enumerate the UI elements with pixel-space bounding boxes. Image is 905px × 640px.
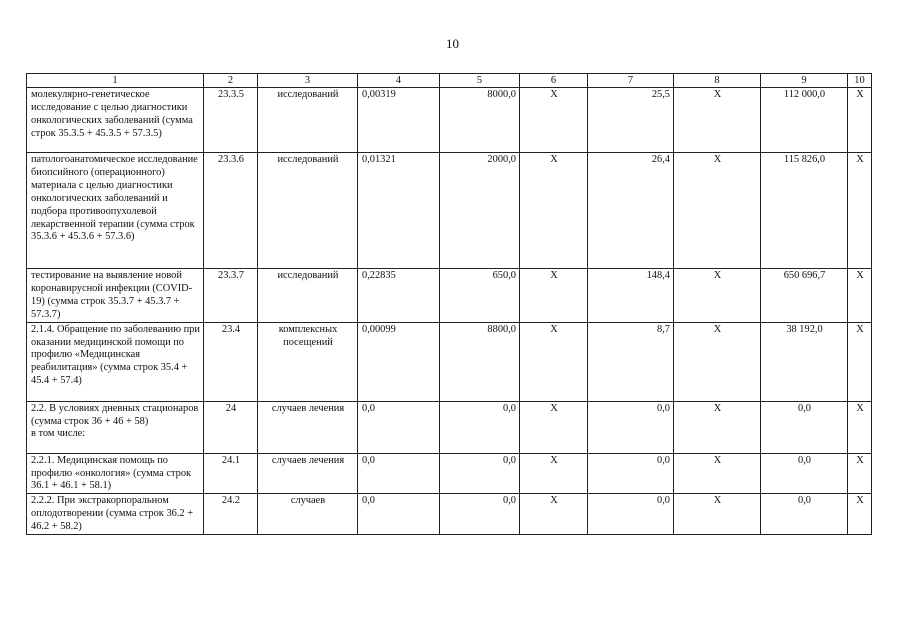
- table-cell: 0,0: [358, 453, 440, 494]
- table-cell: 8000,0: [440, 88, 520, 153]
- table-cell: 0,00099: [358, 322, 440, 401]
- row-description-cell: тестирование на выявление новой коронавирусной инфекции (COVID-19) (сумма строк 35.3.7 + 45.3.7 + 57.3.7): [27, 269, 204, 323]
- table-cell: Х: [520, 453, 588, 494]
- table-cell: 0,0: [440, 494, 520, 535]
- row-description-cell: молекулярно-генетическое исследование с целью диагностики онкологических заболеваний (сумма строк 35.3.5 + 45.3.5 + 57.3.5): [27, 88, 204, 153]
- table-cell: Х: [674, 269, 761, 323]
- table-cell: Х: [520, 269, 588, 323]
- table-cell: 0,01321: [358, 153, 440, 269]
- table-cell: исследований: [258, 269, 358, 323]
- table-cell: Х: [848, 401, 872, 453]
- header-cell: 2: [204, 74, 258, 88]
- table-cell: 148,4: [588, 269, 674, 323]
- table-cell: 25,5: [588, 88, 674, 153]
- table-cell: 26,4: [588, 153, 674, 269]
- table-row: [27, 453, 872, 494]
- table-cell: 112 000,0: [761, 88, 848, 153]
- data-table: [26, 73, 872, 535]
- table-cell: Х: [848, 494, 872, 535]
- table-cell: 38 192,0: [761, 322, 848, 401]
- table-cell: случаев лечения: [258, 453, 358, 494]
- table-cell: Х: [674, 401, 761, 453]
- table-cell: 0,0: [761, 453, 848, 494]
- table-cell: Х: [848, 153, 872, 269]
- row-description-cell: 2.2.2. При экстракорпоральном оплодотворении (сумма строк 36.2 + 46.2 + 58.2): [27, 494, 204, 535]
- header-cell: 7: [588, 74, 674, 88]
- header-row: [27, 74, 872, 88]
- table-cell: 23.3.7: [204, 269, 258, 323]
- table-cell: 0,0: [761, 494, 848, 535]
- table-cell: 0,22835: [358, 269, 440, 323]
- table-cell: Х: [520, 401, 588, 453]
- row-description-cell: 2.1.4. Обращение по заболеванию при оказании медицинской помощи по профилю «Медицинская реабилитация» (сумма строк 35.4 + 45.4 + 57.4): [27, 322, 204, 401]
- table-cell: 0,0: [440, 453, 520, 494]
- header-cell: 8: [674, 74, 761, 88]
- page-number: 10: [446, 36, 459, 51]
- table-cell: Х: [520, 322, 588, 401]
- table-cell: Х: [848, 88, 872, 153]
- table-row: [27, 322, 872, 401]
- table-cell: 650,0: [440, 269, 520, 323]
- header-cell: 5: [440, 74, 520, 88]
- table-cell: 0,0: [588, 453, 674, 494]
- table-cell: 0,0: [761, 401, 848, 453]
- table-cell: 0,0: [588, 494, 674, 535]
- table-cell: Х: [674, 153, 761, 269]
- table-cell: Х: [848, 269, 872, 323]
- table-cell: комплексных посещений: [258, 322, 358, 401]
- table-cell: Х: [674, 322, 761, 401]
- table-cell: Х: [520, 494, 588, 535]
- row-description-cell: патологоанатомическое исследование биопсийного (операционного) материала с целью диагностики онкологических заболеваний и подбора противоопухолевой лекарственной терапии (сумма строк 35.3.6 + 45.3.6 + 57.3.6): [27, 153, 204, 269]
- table-cell: Х: [520, 88, 588, 153]
- table-cell: Х: [674, 494, 761, 535]
- table-cell: 0,0: [588, 401, 674, 453]
- table-cell: 8800,0: [440, 322, 520, 401]
- table-cell: 650 696,7: [761, 269, 848, 323]
- table-cell: 0,0: [358, 401, 440, 453]
- table-row: [27, 269, 872, 323]
- header-cell: 6: [520, 74, 588, 88]
- table-row: [27, 88, 872, 153]
- table-cell: Х: [674, 88, 761, 153]
- table-cell: исследований: [258, 88, 358, 153]
- table-cell: случаев лечения: [258, 401, 358, 453]
- header-cell: 1: [27, 74, 204, 88]
- table-cell: Х: [848, 322, 872, 401]
- table-cell: исследований: [258, 153, 358, 269]
- row-description-cell: 2.2. В условиях дневных стационаров (сумма строк 36 + 46 + 58) в том числе:: [27, 401, 204, 453]
- table-cell: 2000,0: [440, 153, 520, 269]
- header-cell: 3: [258, 74, 358, 88]
- table-cell: 24.2: [204, 494, 258, 535]
- table-row: [27, 401, 872, 453]
- table-cell: Х: [520, 153, 588, 269]
- table-cell: Х: [848, 453, 872, 494]
- row-description-cell: 2.2.1. Медицинская помощь по профилю «онкология» (сумма строк 36.1 + 46.1 + 58.1): [27, 453, 204, 494]
- table-cell: Х: [674, 453, 761, 494]
- table-cell: 8,7: [588, 322, 674, 401]
- table-cell: случаев: [258, 494, 358, 535]
- table-row: [27, 494, 872, 535]
- table-cell: 115 826,0: [761, 153, 848, 269]
- table-cell: 23.4: [204, 322, 258, 401]
- table-cell: 0,0: [440, 401, 520, 453]
- header-cell: 10: [848, 74, 872, 88]
- table-cell: 24: [204, 401, 258, 453]
- table-cell: 0,00319: [358, 88, 440, 153]
- table-cell: 23.3.6: [204, 153, 258, 269]
- table-cell: 24.1: [204, 453, 258, 494]
- table-cell: 23.3.5: [204, 88, 258, 153]
- header-cell: 4: [358, 74, 440, 88]
- table-cell: 0,0: [358, 494, 440, 535]
- header-cell: 9: [761, 74, 848, 88]
- table-row: [27, 153, 872, 269]
